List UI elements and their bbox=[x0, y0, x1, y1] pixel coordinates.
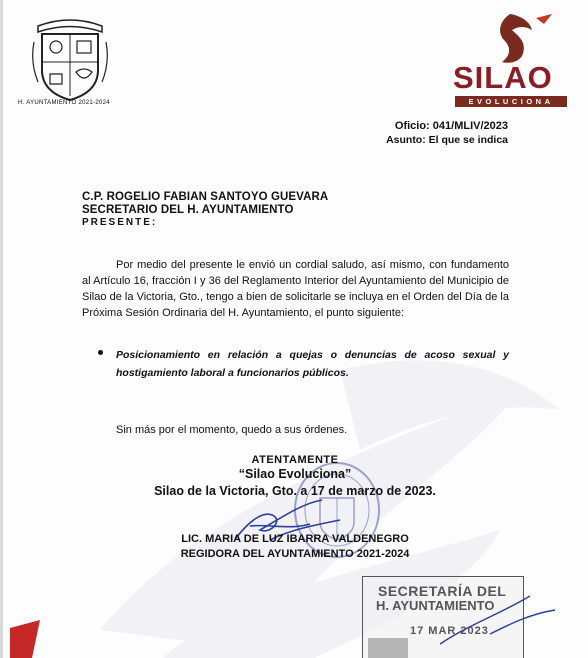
recipient-title: SECRETARIO DEL H. AYUNTAMIENTO bbox=[82, 204, 294, 216]
municipal-crest-icon bbox=[30, 12, 110, 102]
oficio-number: Oficio: 041/MLIV/2023 bbox=[394, 120, 508, 132]
recipient-presente: PRESENTE: bbox=[82, 217, 158, 228]
signer-title: REGIDORA DEL AYUNTAMIENTO 2021-2024 bbox=[180, 548, 410, 560]
signer-name: LIC. MARIA DE LUZ IBARRA VALDENEGRO bbox=[181, 533, 409, 545]
page-edge bbox=[0, 0, 3, 658]
brand-tagline: EVOLUCIONA bbox=[455, 96, 567, 107]
stamp-signature-icon bbox=[430, 584, 560, 654]
body-paragraph-text: Por medio del presente le envió un cordial saludo, así mismo, con fundamento al Artículo 16, fracción I y 36 del Reglamento Interior del Ayuntamiento del Municipio de Silao de la Victoria, Gto., tengo a bien de solicitarle se incluya en el Orden del Día de la Próxima Sesión Ordinaria del H. Ayuntamiento, el punto siguiente: bbox=[82, 259, 509, 319]
bullet-icon bbox=[98, 350, 103, 355]
brand-wordmark: SILAO bbox=[453, 60, 553, 95]
stamp-emblem bbox=[368, 638, 408, 658]
stamp-date: 17 MAR 2023 bbox=[410, 625, 489, 637]
stamp-line-2: H. AYUNTAMIENTO bbox=[376, 598, 495, 613]
asunto-line: Asunto: El que se indica bbox=[386, 134, 508, 146]
corner-red-mark bbox=[10, 620, 40, 658]
place-and-date: Silao de la Victoria, Gto. a 17 de marzo de 2023. bbox=[154, 484, 436, 498]
crest-caption: H. AYUNTAMIENTO 2021-2024 bbox=[18, 100, 110, 106]
body-paragraph bbox=[82, 257, 509, 321]
slogan: “Silao Evoluciona” bbox=[238, 467, 352, 481]
atentamente-label: ATENTAMENTE bbox=[251, 454, 339, 466]
stamp-line-1: SECRETARÍA DEL bbox=[378, 583, 507, 599]
closing-line: Sin más por el momento, quedo a sus órdenes. bbox=[116, 424, 348, 436]
recipient-name: C.P. ROGELIO FABIAN SANTOYO GUEVARA bbox=[82, 191, 329, 203]
agenda-point: Posicionamiento en relación a quejas o denuncias de acoso sexual y hostigamiento laboral a funcionarios públicos. bbox=[116, 349, 509, 379]
